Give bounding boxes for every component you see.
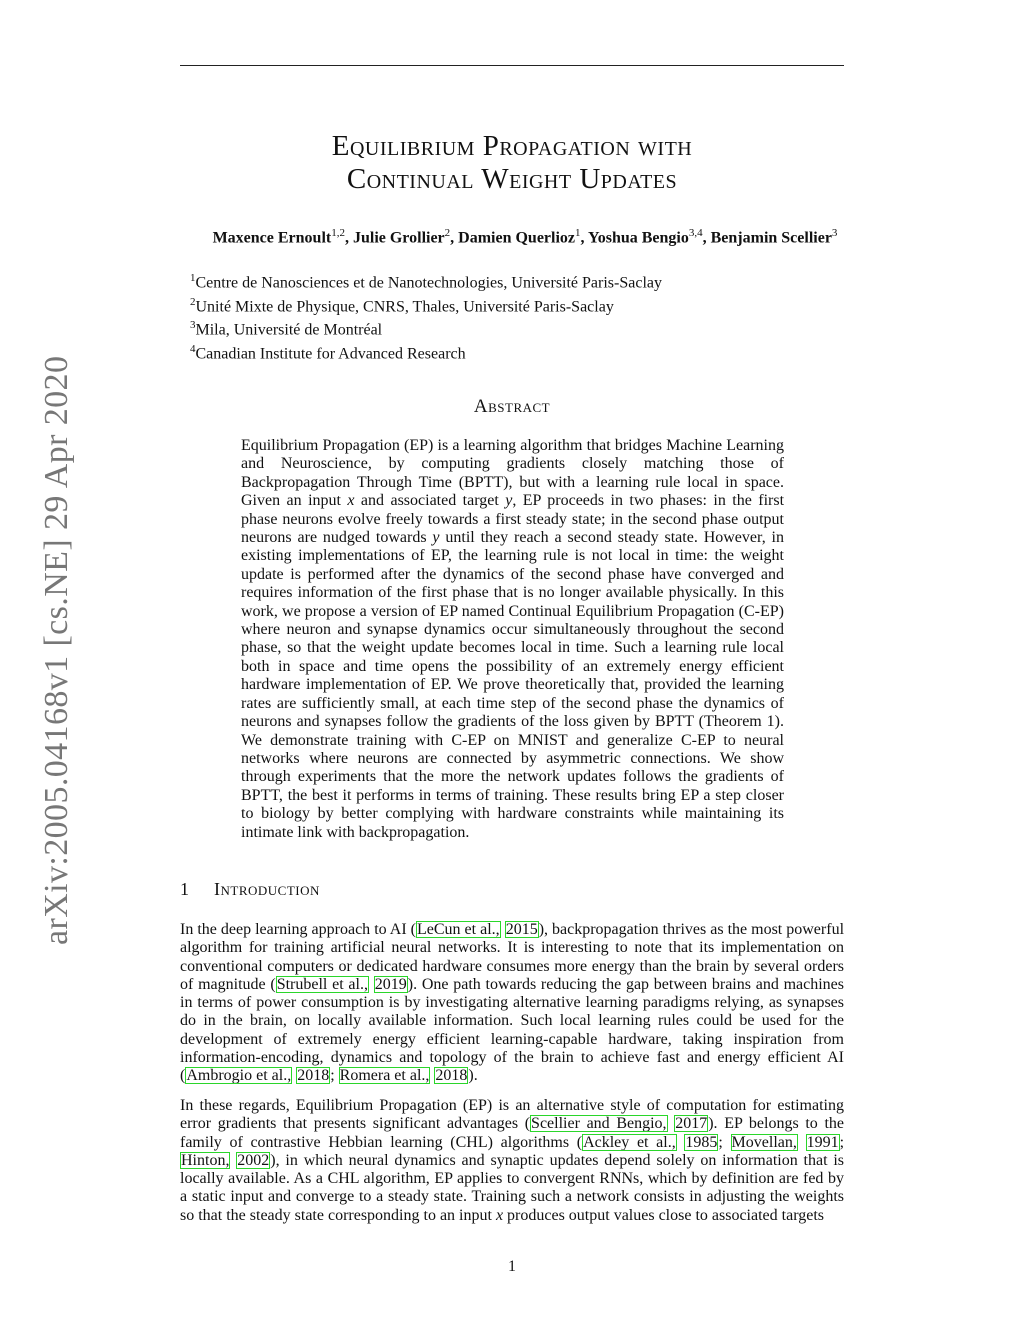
math-var: x [347, 492, 355, 510]
author-list: Maxence Ernoult$^{1,2}$, Julie Grollier$^2$, Damien Querlioz$^1$, Yoshua Bengio$^{3,4}$, Benjamin Scellier$^3$ [212, 227, 838, 247]
citation-link[interactable]: Scellier and Bengio, [531, 1115, 667, 1133]
citation-link[interactable]: Hinton, [181, 1151, 230, 1169]
affiliation-item: $^2$Unité Mixte de Physique, CNRS, Thales, Université Paris-Saclay [190, 295, 614, 315]
abstract-heading: Abstract [473, 396, 551, 417]
page-number: 1 [508, 1258, 516, 1275]
affiliation-item: $^1$Centre de Nanosciences et de Nanotechnologies, Université Paris-Saclay [190, 272, 663, 292]
author-affil-sup: 1 [575, 227, 581, 239]
top-rule [180, 65, 844, 66]
citation-link[interactable]: 2019 [374, 975, 407, 993]
citation-link[interactable]: 1985 [685, 1133, 718, 1151]
author-name: Damien Querlioz [458, 229, 576, 247]
title-line-1: Equilibrium Propagation with [331, 130, 693, 162]
author-name: Julie Grollier [352, 229, 445, 247]
affiliation-item: $^3$Mila, Université de Montréal [190, 319, 383, 339]
citation-link[interactable]: 2018 [297, 1067, 330, 1085]
affiliation-list [190, 269, 790, 363]
section-heading [180, 879, 320, 900]
math-var: x [495, 1206, 504, 1224]
author-affil-sup: 3,4 [688, 227, 703, 239]
citation-link[interactable]: 2002 [237, 1151, 270, 1169]
section-number: 1 [180, 879, 190, 899]
intro-paragraph-2: In these regards, Equilibrium Propagation (EP) is an alternative style of computation for estimating error gradients that presents significant advantages (Scellier and Bengio, 2017). EP belongs to the family of contrastive Hebbian learning (CHL) algorithms (Ackley et al., 1985; Movellan, 1991; Hinton, 2002), in which neural dynamics and synaptic updates depend solely on information that is locally available. As a CHL algorithm, EP applies to convergent RNNs, which by definition are fed by a static input and converge to a steady state. Training such a network consists in adjusting the weights so that the steady state corresponding to an input x produces output values close to associated targets [180, 1097, 845, 1224]
author-name: Maxence Ernoult [212, 229, 332, 247]
section-title: Introduction [214, 879, 320, 899]
citation-link[interactable]: 2018 [435, 1067, 468, 1085]
citation-link[interactable]: Ackley et al., [583, 1133, 676, 1151]
title-line-2: Continual Weight Updates [346, 163, 678, 195]
author-affil-sup: 3 [831, 227, 838, 239]
author-affil-sup: 1,2 [331, 227, 345, 239]
intro-paragraph-1: In the deep learning approach to AI (LeCun et al., 2015), backpropagation thrives as the most powerful algorithm for training artificial neural networks. It is interesting to note that its implementation on conventional computers or dedicated hardware consumes more energy than the brain by several orders of magnitude (Strubell et al., 2019). One path towards reducing the gap between brains and machines in terms of power consumption is by investigating alternative learning paradigms relying, as synapses do in the brain, on locally available information. Such local learning rules could be used for the development of extremely energy efficient learning-capable hardware, taking inspiration from information-encoding, dynamics and topology of the brain to achieve fast and energy efficient AI (Ambrogio et al., 2018; Romera et al., 2018). [180, 921, 845, 1085]
citation-link[interactable]: 2017 [675, 1115, 708, 1133]
math-var: y [432, 529, 440, 547]
citation-link[interactable]: Ambrogio et al., [186, 1067, 292, 1085]
affiliation-item: $^4$Canadian Institute for Advanced Research [190, 342, 466, 362]
author-name: Yoshua Bengio [587, 229, 689, 247]
citation-link[interactable]: Romera et al., [339, 1067, 430, 1085]
author-affil-sup: 2 [444, 227, 451, 239]
paper-title [180, 130, 844, 196]
author-name: Benjamin Scellier [710, 229, 832, 247]
citation-link[interactable]: 1991 [806, 1133, 839, 1151]
citation-link[interactable]: Movellan, [731, 1133, 797, 1151]
citation-link[interactable]: Strubell et al., [276, 975, 368, 993]
arxiv-sidebar-stamp: arXiv:2005.04168v1 [cs.NE] 29 Apr 2020 [38, 355, 75, 945]
abstract-body: Equilibrium Propagation (EP) is a learning algorithm that bridges Machine Learning and Neuroscience, by computing gradients closely matching those of Backpropagation Through Time (BPTT), but with a learning rule local in space. Given an input x and associated target y, EP proceeds in two phases: in the first phase neurons evolve freely towards a first steady state; in the second phase output neurons are nudged towards y until they reach a second steady state. However, in existing implementations of EP, the learning rule is not local in time: the weight update is performed after the dynamics of the second phase have converged and requires information of the first phase that is no longer available physically. In this work, we propose a version of EP named Continual Equilibrium Propagation (C-EP) where neuron and synapse dynamics occur simultaneously throughout the second phase, so that the weight update becomes local in time. Such a learning rule local both in space and time opens the possibility of an extremely energy efficient hardware implementation of EP. We prove theoretically that, provided the learning rates are sufficiently small, at each time step of the second phase the dynamics of neurons and synapses follow the gradients of the loss given by BPTT (Theorem 1). We demonstrate training with C-EP on MNIST and generalize C-EP to neural networks where neurons are connected by asymmetric connections. We show through experiments that the more the network updates follows the gradients of BPTT, the best it performs in terms of training. These results bring EP a step closer to biology by better complying with hardware constraints while maintaining its intimate link with backpropagation. [241, 437, 785, 841]
citation-link[interactable]: LeCun et al., [417, 921, 500, 938]
math-var: y [505, 492, 513, 510]
citation-link[interactable]: 2015 [505, 921, 538, 938]
